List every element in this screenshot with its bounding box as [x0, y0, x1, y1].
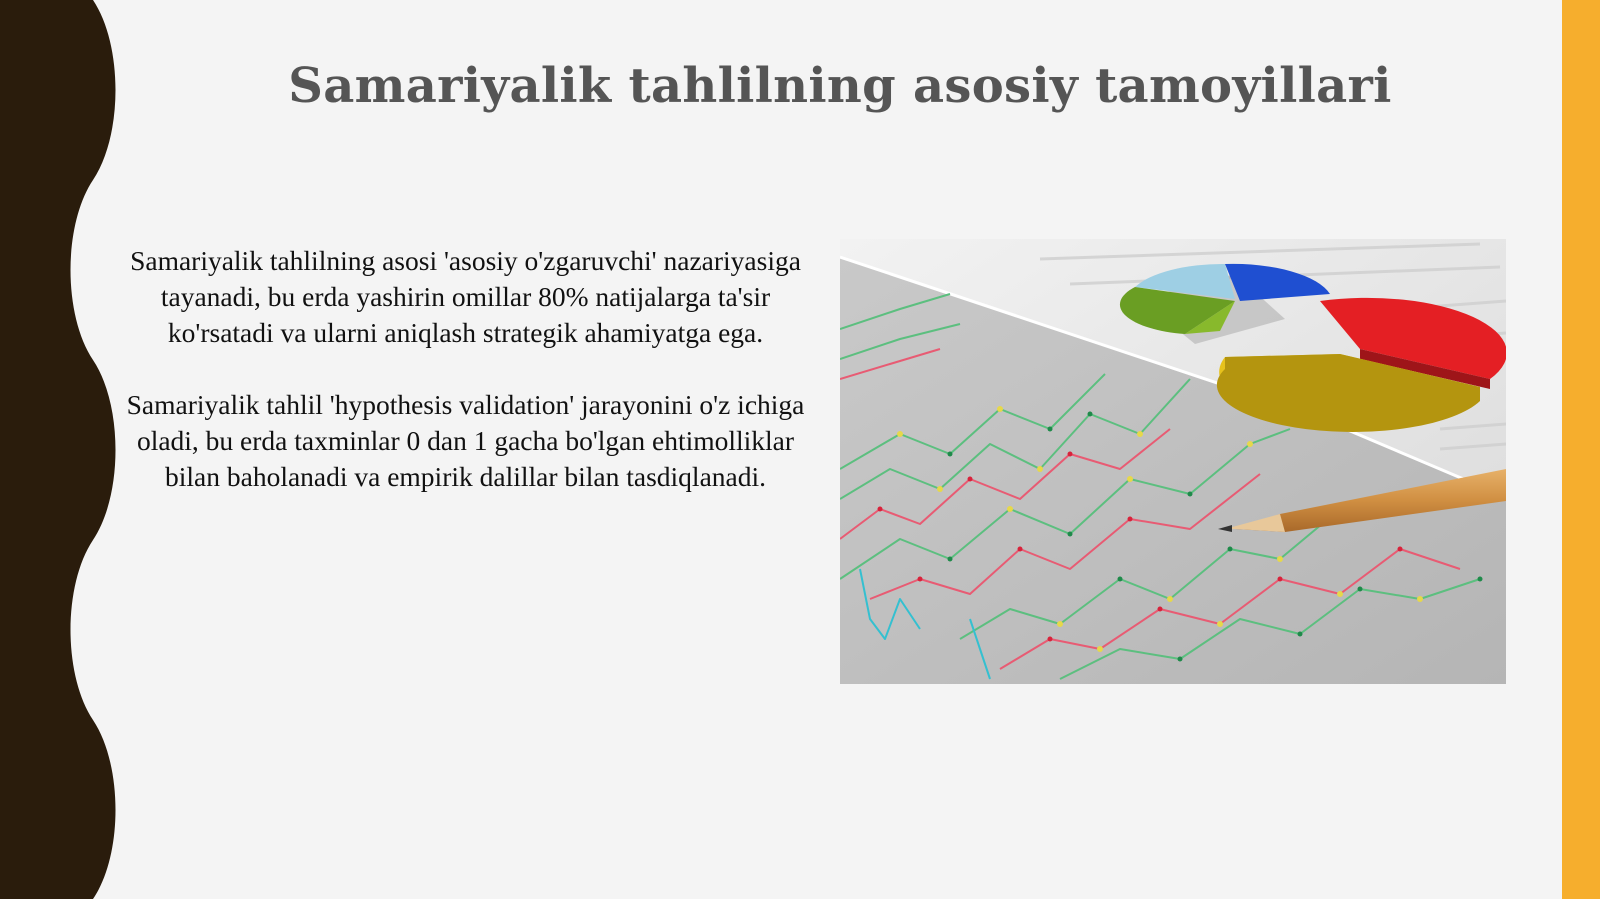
paragraph-2: Samariyalik tahlil 'hypothesis validation' jarayonini o'z ichiga oladi, bu erda taxminlar 0 dan 1 gacha bo'lgan ehtimolliklar bilan baholanadi va empirik dalillar bilan tasdiqlanadi. [126, 389, 805, 492]
decorative-wavy-band [0, 0, 130, 899]
paragraph-1: Samariyalik tahlilning asosi 'asosiy o'zgaruvchi' nazariyasiga tayanadi, bu erda yashirin omillar 80% natijalarga ta'sir ko'rsatadi va ularni aniqlash strategik ahamiyatga ega. [130, 245, 801, 348]
accent-side-bar [1562, 0, 1600, 899]
financial-charts-photo [840, 239, 1506, 684]
slide-title: Samariyalik tahlilning asosiy tamoyillari [288, 58, 1392, 114]
slide-body [118, 243, 813, 531]
